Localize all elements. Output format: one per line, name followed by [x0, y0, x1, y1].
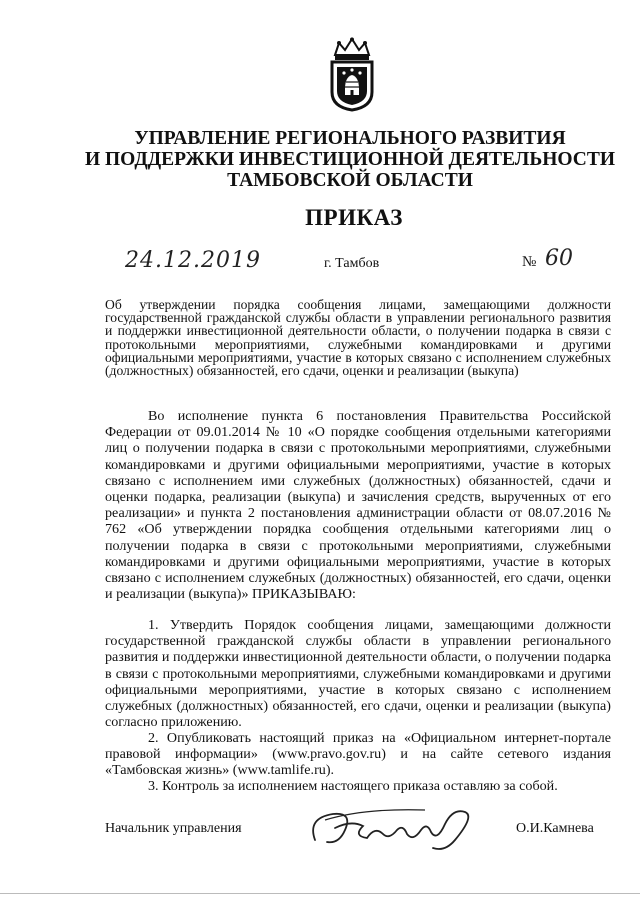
order-item-3: 3. Контроль за исполнением настоящего приказа оставляю за собой.: [148, 778, 558, 794]
signer-name: О.И.Камнева: [516, 821, 594, 836]
coat-of-arms-icon: [327, 37, 377, 112]
document-city: г. Тамбов: [324, 256, 380, 271]
page-bottom-divider: [0, 893, 640, 894]
handwritten-signature: [305, 800, 480, 855]
organization-name-line-1: УПРАВЛЕНИЕ РЕГИОНАЛЬНОГО РАЗВИТИЯ: [134, 128, 566, 149]
signer-position: Начальник управления: [105, 821, 242, 836]
document-number: 60: [545, 246, 573, 271]
document-type-title: ПРИКАЗ: [305, 205, 403, 230]
order-subject: Об утверждении порядка сообщения лицами, замещающими должности государственной гражданской службы области в управлении регионального развития и поддержки инвестиционной деятельности области, о получении подарка в связи с протокольными мероприятиями, служебными командировками и другими официальными мероприятиями, участие в которых связано с исполнением служебных (должностных) обязанностей, его сдачи, оценки и реализации (выкупа): [105, 297, 611, 379]
order-item-2: 2. Опубликовать настоящий приказ на «Официальном интернет-портале правовой информации» (www.pravo.gov.ru) и на сайте сетевого издания «Тамбовская жизнь» (www.tamlife.ru).: [105, 730, 611, 779]
preamble-paragraph: Во исполнение пункта 6 постановления Правительства Российской Федерации от 09.01.2014 № 10 «О порядке сообщения отдельными категориями лиц о получении подарка в связи с протокольными мероприятиями, служебными командировками и другими официальными мероприятиями, участие в которых связано с исполнением ими служебных (должностных) обязанностей, сдачи и оценки подарка, реализации (выкупа) и зачисления средств, вырученных от его реализации» и пункта 2 постановления администрации области от 08.07.2016 № 762 «Об утверждении порядка сообщения отдельными категориями лиц о получении подарка в связи с протокольными мероприятиями, служебными командировками и другими официальными мероприятиями, участие в которых связано с исполнением служебных (должностных) обязанностей, его сдачи, оценки и реализации (выкупа)» ПРИКАЗЫВАЮ:: [105, 408, 611, 603]
organization-name-line-2: И ПОДДЕРЖКИ ИНВЕСТИЦИОННОЙ ДЕЯТЕЛЬНОСТИ: [84, 149, 616, 170]
document-date: 24.12.2019: [125, 248, 261, 273]
organization-name-line-3: ТАМБОВСКОЙ ОБЛАСТИ: [227, 170, 473, 191]
order-item-1: 1. Утвердить Порядок сообщения лицами, замещающими должности государственной гражданской службы области в управлении регионального развития и поддержки инвестиционной деятельности области, о получении подарка в связи с протокольными мероприятиями, служебными командировками и другими официальными мероприятиями, участие в которых связано с исполнением служебных (должностных) обязанностей, его сдачи, оценки и реализации (выкупа) согласно приложению.: [105, 617, 611, 731]
document-number-label: №: [522, 254, 537, 270]
